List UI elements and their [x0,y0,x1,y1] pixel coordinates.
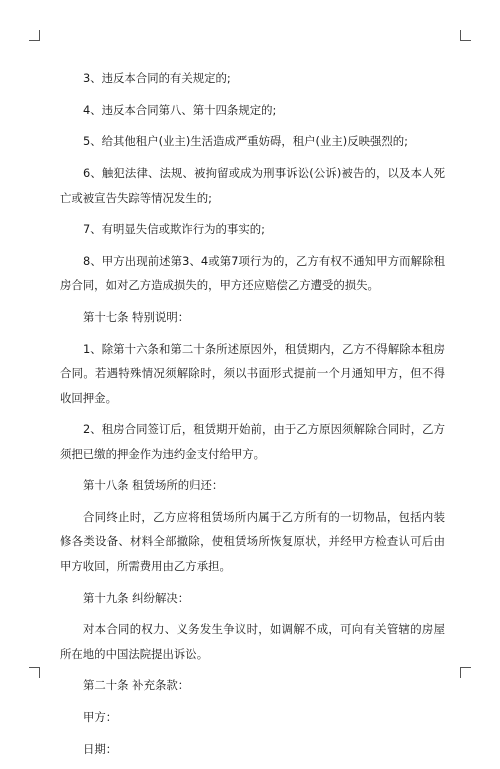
clause-item-6: 6、触犯法律、法规、被拘留或成为刑事诉讼(公诉)被告的，以及本人死亡或被宣告失踪等情况发生的; [60,166,445,205]
crop-mark-top-left [29,30,40,41]
clause-item-3: 3、违反本合同的有关规定的; [83,71,231,85]
article-19-body: 对本合同的权力、义务发生争议时，如调解不成，可向有关管辖的房屋所在地的中国法院提出诉讼。 [60,622,445,661]
article-17-item-1: 1、除第十六条和第二十条所述原因外，租赁期内，乙方不得解除本租房合同。若遇特殊情况须解除时，须以书面形式提前一个月通知甲方，但不得收回押金。 [60,341,445,405]
crop-mark-bottom-right [460,667,471,678]
crop-mark-bottom-left [29,667,40,678]
clause-item-5: 5、给其他租户(业主)生活造成严重妨碍，租户(业主)反映强烈的; [83,134,409,149]
clause-item-4: 4、违反本合同第八、第十四条规定的; [83,102,277,117]
document-body [60,66,445,769]
article-18-body: 合同终止时，乙方应将租赁场所内属于乙方所有的一切物品，包括内装修各类设备、材料全部撤除，使租赁场所恢复原状，并经甲方检查认可后由甲方收回，所需费用由乙方承担。 [60,510,445,573]
clause-item-8: 8、甲方出现前述第3、4或第7项行为的，乙方有权不通知甲方而解除租房合同，如对乙方造成损失的，甲方还应赔偿乙方遭受的损失。 [60,253,445,293]
article-18-heading: 第十八条 租赁场所的归还： [83,478,224,493]
party-a-label: 甲方： [83,710,118,725]
article-20-heading: 第二十条 补充条款： [83,678,190,693]
crop-mark-top-right [460,30,471,41]
clause-item-7: 7、有明显失信或欺诈行为的事实的; [83,222,265,237]
date-label: 日期： [83,741,118,756]
article-17-heading: 第十七条 特别说明： [83,310,190,325]
article-19-heading: 第十九条 纠纷解决： [83,590,190,605]
article-17-item-2: 2、租房合同签订后，租赁期开始前，由于乙方原因须解除合同时，乙方须把已缴的押金作为违约金支付给甲方。 [60,422,445,461]
